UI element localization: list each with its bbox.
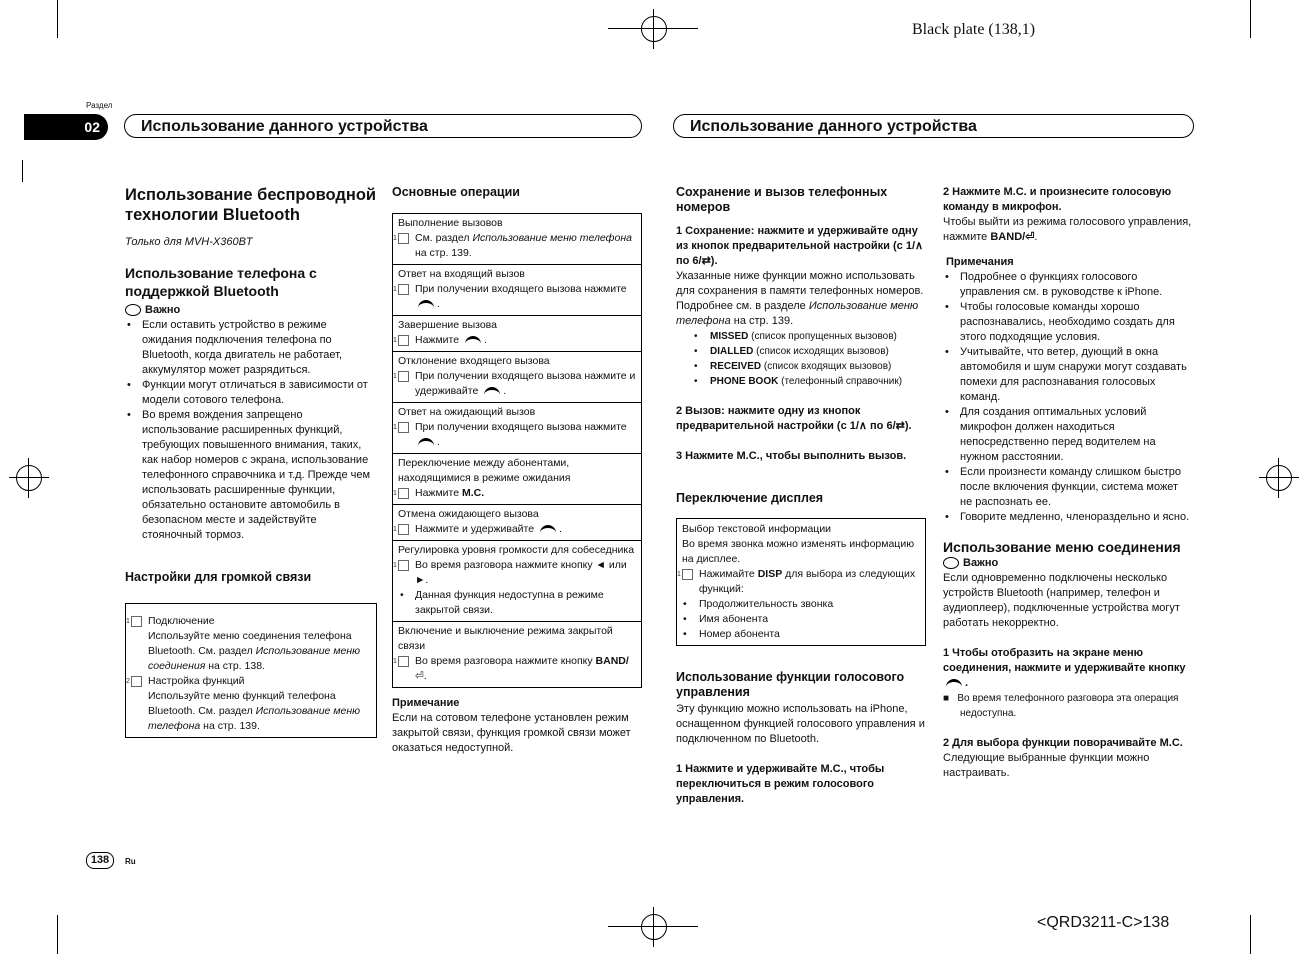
text-segment: Подключение [148, 615, 215, 627]
connection-text: Если одновременно подключены несколько устройств Bluetooth (например, телефон и аудиоплеер), подключенные устройства могут работать некорректно. [943, 572, 1180, 629]
important-icon [943, 557, 959, 569]
text-segment: на стр. 139. [200, 720, 260, 732]
text-segment [393, 654, 636, 684]
phone-icon [418, 300, 434, 309]
text-segment [125, 303, 377, 318]
document-code: <QRD3211-C>138 [1037, 914, 1170, 931]
text-segment: . [437, 298, 440, 310]
display-switch-title: Переключение дисплея [676, 491, 824, 505]
text-segment [665, 597, 920, 642]
text-segment: 1 [682, 569, 693, 580]
crop-mark [1250, 0, 1251, 38]
list-types [676, 329, 926, 389]
text-segment: Включение и выключение режима закрытой связи [398, 625, 613, 652]
connection-step-1: 1 Чтобы отобразить на экране меню соединения, нажмите и удерживайте кнопку . [943, 647, 1186, 689]
voice-control-text: Эту функцию можно использовать на iPhone, оснащенном функцией голосового управления и подключенном по Bluetooth. [676, 703, 925, 745]
text-segment: Ответ на ожидающий вызов [398, 406, 536, 418]
text-segment [393, 333, 636, 348]
connection-step-2: 2 Для выбора функции поворачивайте M.C. [943, 737, 1183, 749]
text-segment: Во время телефонного разговора эта операция недоступна. [957, 693, 1179, 719]
text-segment: Во время звонка можно изменять информацию на дисплее. [682, 538, 915, 565]
text-segment: 1 Чтобы отобразить на экране меню соединения, нажмите и удерживайте кнопку [943, 647, 1186, 674]
list-item: • Учитывайте, что ветер, дующий в окна автомобиля и шум снаружи могут создавать помехи для распознавания голосовых команд. [943, 345, 1193, 405]
text-segment: Нажмите и удерживайте [415, 523, 535, 535]
crop-mark [608, 926, 698, 927]
column-1 [125, 185, 377, 738]
crop-mark [22, 160, 23, 182]
operation-cell [393, 315, 641, 351]
crop-mark [608, 28, 698, 29]
text-segment: Нажимайте [699, 568, 758, 580]
plate-label: Black plate (138,1) [912, 21, 1036, 38]
operation-cell [393, 621, 641, 687]
voice-step-2-text [943, 215, 1193, 245]
text-segment: 1 [398, 488, 409, 499]
column-4 [943, 185, 1193, 781]
text-segment: 1 [398, 335, 409, 346]
operation-cell [393, 402, 641, 453]
page-number: 138 [86, 852, 114, 869]
text-segment: RECEIVED [710, 361, 762, 372]
important-label: Важно [963, 557, 999, 569]
model-note: Только для MVH-X360BT [125, 236, 253, 248]
text-segment: Завершение вызова [398, 319, 497, 331]
crop-mark [1250, 915, 1251, 954]
text-segment: BAND/ [595, 655, 629, 667]
text-segment: Чтобы выйти из режима голосового управления, нажмите [943, 216, 1192, 243]
text-segment: Регулировка уровня громкости для собеседника [398, 544, 635, 556]
text-segment: Нажмите [415, 334, 460, 346]
text-segment: . [1034, 231, 1038, 243]
note-title: Примечание [392, 697, 460, 709]
text-segment: (список исходящих вызовов) [753, 346, 889, 357]
voice-step-1: 1 Нажмите и удерживайте M.C., чтобы переключиться в режим голосового управления. [676, 763, 885, 805]
text-segment: 1 [398, 656, 409, 667]
text-segment: Отмена ожидающего вызова [398, 508, 539, 520]
notes-list [943, 270, 1193, 525]
list-item: • Если произнести команду слишком быстро после включения функции, система может не распознать ее. [943, 465, 1193, 510]
text-segment: (список входящих вызовов) [761, 361, 892, 372]
text-segment: Использование меню соединения [148, 645, 361, 672]
text-segment: • Данная функция недоступна в режиме закрытой связи. [398, 588, 636, 618]
text-segment [677, 567, 920, 597]
text-segment: 1 [398, 524, 409, 535]
text-segment: . [503, 385, 507, 397]
text-segment: (список пропущенных вызовов) [748, 331, 897, 342]
text-segment: Выполнение вызовов [398, 217, 503, 229]
text-segment [943, 556, 1193, 571]
text-segment: При получении входящего вызова нажмите [415, 283, 627, 295]
handsfree-item [126, 614, 371, 674]
important-icon [125, 304, 141, 316]
section-title: Использование беспроводной технологии Bluetooth [125, 186, 377, 224]
operation-cell [393, 504, 641, 540]
text-segment: 1 [398, 284, 409, 295]
text-segment: 1 [398, 371, 409, 382]
text-segment: DISP [757, 568, 783, 580]
page-header-left: Использование данного устройства [124, 114, 642, 138]
text-segment: на стр. 139. [415, 247, 472, 259]
text-segment: Использование меню телефона [148, 705, 361, 732]
voice-control-title: Использование функции голосового управления [676, 670, 905, 699]
text-segment: M.C. [461, 487, 485, 499]
list-item: • Продолжительность звонка [665, 597, 920, 612]
text-segment [393, 420, 636, 450]
text-segment: Переключение между абонентами, находящимися в режиме ожидания [398, 457, 571, 484]
text-segment: 1 [398, 422, 409, 433]
list-item [676, 344, 926, 359]
connection-step-1-note: ■ Во время телефонного разговора эта операция недоступна. [943, 693, 1179, 719]
text-segment: См. раздел [415, 232, 473, 244]
list-item: • Номер абонента [665, 627, 920, 642]
list-item: • Подробнее о функциях голосового управления см. в руководстве к iPhone. [943, 270, 1193, 300]
registration-mark [641, 16, 667, 42]
operation-cell [393, 351, 641, 402]
list-item [676, 359, 926, 374]
basic-operations-title: Основные операции [392, 185, 520, 199]
handsfree-box [125, 603, 377, 738]
text-segment: Использование меню телефона [472, 232, 632, 244]
text-segment: 1 [398, 233, 409, 244]
registration-mark [641, 914, 667, 940]
text-segment: . [558, 523, 562, 535]
list-item: • Для создания оптимальных условий микрофон должен находиться непосредственно перед водителем на нужном расстоянии. [943, 405, 1193, 465]
list-item: • Имя абонента [665, 612, 920, 627]
list-item [676, 329, 926, 344]
phone-icon [465, 336, 481, 345]
phone-icon [540, 525, 556, 534]
registration-mark [1266, 465, 1292, 491]
handsfree-item [126, 674, 371, 734]
text-segment: Выбор текстовой информации [682, 523, 832, 535]
page-header-right: Использование данного устройства [673, 114, 1194, 138]
text-segment [393, 558, 636, 588]
operation-cell [393, 264, 641, 315]
phone-icon [418, 438, 434, 447]
note-text: Если на сотовом телефоне установлен режим закрытой связи, функция громкой связи может оказаться недоступной. [392, 712, 631, 754]
text-segment [398, 588, 636, 618]
connection-step-2-text: Следующие выбранные функции можно настраивать. [943, 752, 1150, 779]
step-1: 1 Сохранение: нажмите и удерживайте одну из кнопок предварительной настройки (с 1/∧ по 6/⇄). [676, 225, 924, 267]
handsfree-title: Настройки для громкой связи [125, 570, 312, 584]
important-label: Важно [145, 304, 181, 316]
text-segment: BAND/⏎ [990, 231, 1035, 243]
column-2 [392, 185, 642, 756]
text-segment: для выбора из следующих функций: [699, 568, 916, 595]
voice-step-2: 2 Нажмите M.C. и произнесите голосовую команду в микрофон. [943, 186, 1172, 213]
text-segment: MISSED [710, 331, 749, 342]
text-segment: на стр. 139. [730, 315, 794, 327]
text-segment: Во время разговора нажмите кнопку [415, 655, 596, 667]
operation-cell [393, 214, 641, 264]
text-segment: . [437, 436, 440, 448]
text-segment: Используйте меню соединения телефона Bluetooth. См. раздел [148, 630, 352, 657]
step-2: 2 Вызов: нажмите одну из кнопок предварительной настройки (с 1/∧ по 6/⇄). [676, 405, 912, 432]
list-item: • Во время вождения запрещено использование расширенных функций, требующих повышенного внимания, таких, как набор номеров с экрана, использование телефонного справочника и т.д. Прежде чем использовать расширенные функции, обязательно остановите автомобиль в безопасном месте и задействуйте стояночный тормоз. [125, 408, 377, 543]
notes-title: Примечания [946, 256, 1014, 268]
operation-cell [393, 453, 641, 504]
text-segment [393, 282, 636, 312]
phone-icon [946, 679, 962, 688]
text-segment: Отклонение входящего вызова [398, 355, 550, 367]
list-item: • Говорите медленно, членораздельно и ясно. [943, 510, 1193, 525]
list-item [676, 374, 926, 389]
subsection-title: Использование телефона с поддержкой Bluetooth [125, 265, 317, 299]
display-box [676, 518, 926, 646]
text-segment: DIALLED [710, 346, 754, 357]
operation-cell [393, 540, 641, 621]
text-segment: (телефонный справочник) [778, 376, 903, 387]
store-recall-title: Сохранение и вызов телефонных номеров [676, 185, 888, 214]
text-segment: При получении входящего вызова нажмите [415, 421, 627, 433]
section-number-badge: 02 [24, 114, 108, 140]
text-segment: Нажмите [415, 487, 462, 499]
section-label: Раздел [86, 101, 113, 110]
text-segment: . [483, 334, 487, 346]
text-segment: При получении входящего вызова нажмите и удерживайте [415, 370, 636, 397]
operations-table [392, 213, 642, 688]
column-3 [676, 185, 926, 807]
text-segment: 2 [131, 676, 142, 687]
text-segment: Ответ на входящий вызов [398, 268, 525, 280]
text-segment: на стр. 138. [205, 660, 265, 672]
list-item: • Если оставить устройство в режиме ожидания подключения телефона по Bluetooth, когда двигатель не работает, аккумулятор может разрядиться. [125, 318, 377, 378]
text-segment: Во время разговора нажмите кнопку ◄ или ►. [415, 559, 627, 586]
phone-icon [484, 387, 500, 396]
text-segment [393, 522, 636, 537]
important-list [125, 318, 377, 543]
text-segment [393, 369, 636, 399]
text-segment: 1 [398, 560, 409, 571]
list-item: • Функции могут отличаться в зависимости от модели сотового телефона. [125, 378, 377, 408]
text-segment [393, 231, 636, 261]
text-segment: Используйте меню функций телефона Bluetooth. См. раздел [148, 690, 336, 717]
text-segment: Настройка функций [148, 675, 245, 687]
connection-menu-title: Использование меню соединения [943, 539, 1181, 555]
step-1-text [676, 269, 926, 329]
language-label: Ru [125, 857, 136, 866]
list-item: • Чтобы голосовые команды хорошо распознавались, необходимо создать для этого подходящие условия. [943, 300, 1193, 345]
text-segment [393, 486, 636, 501]
text-segment: PHONE BOOK [710, 376, 779, 387]
text-segment: ⏎. [415, 670, 427, 682]
crop-mark [57, 915, 58, 954]
text-segment: 1 [131, 616, 142, 627]
crop-mark [57, 0, 58, 38]
text-segment: Использование меню телефона [676, 300, 919, 327]
step-3: 3 Нажмите M.C., чтобы выполнить вызов. [676, 450, 907, 462]
text-segment: Указанные ниже функции можно использовать для сохранения в памяти телефонных номеров. Подробнее см. в разделе [676, 270, 924, 312]
registration-mark [16, 465, 42, 491]
